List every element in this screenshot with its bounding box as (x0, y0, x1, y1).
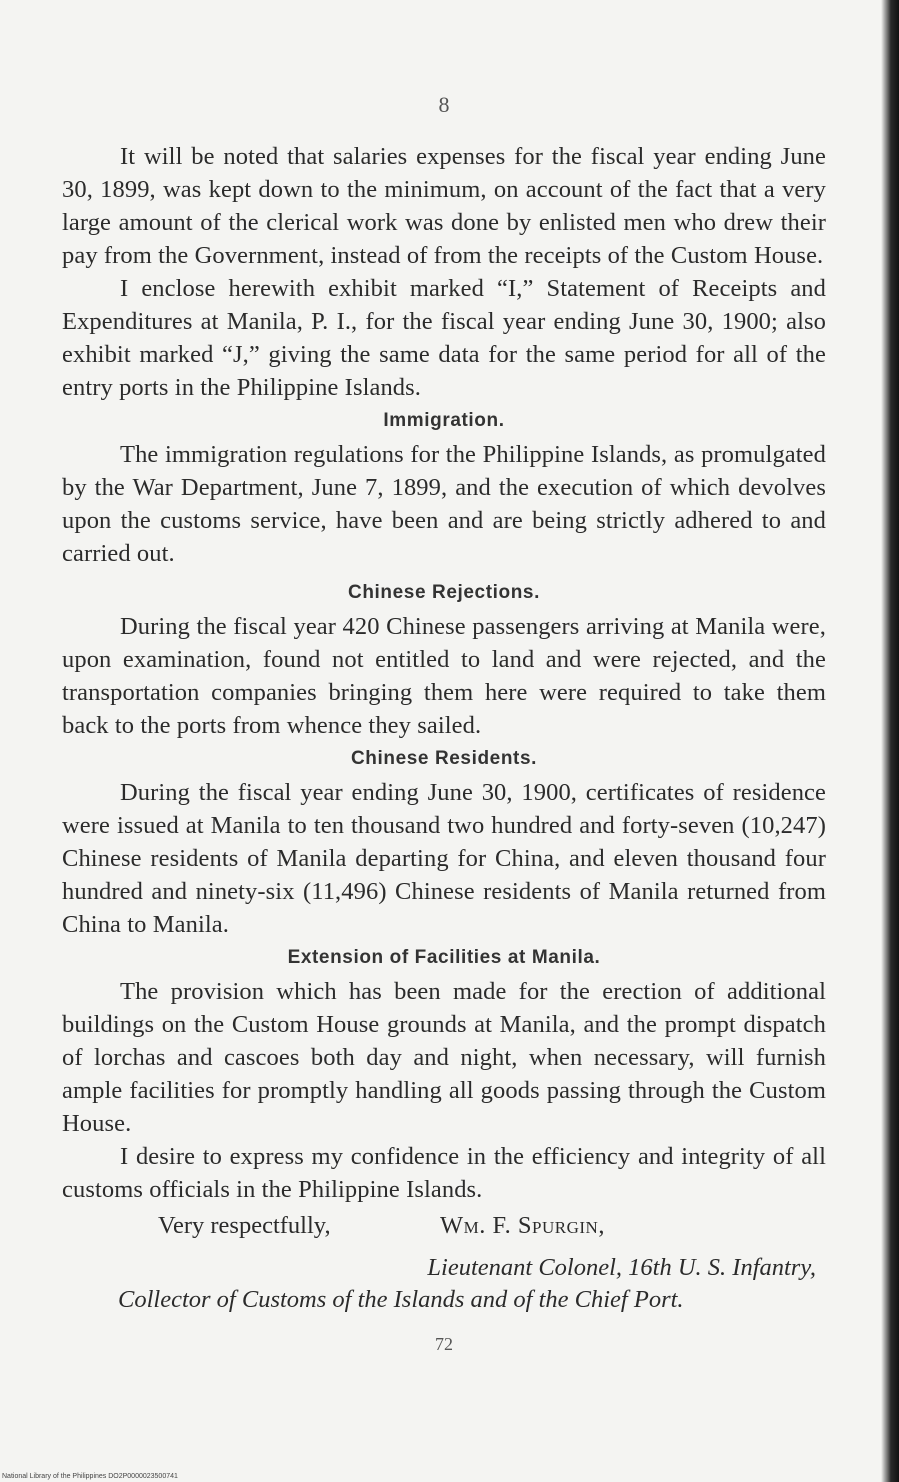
paragraph-chinese-rejections: During the fiscal year 420 Chinese passengers arriving at Manila were, upon examination, found not entitled to land and were rejected, and the transportation companies bringing them here were required to take them back to the ports from whence they sailed. (62, 613, 826, 739)
paragraph-chinese-residents: During the fiscal year ending June 30, 1900, certificates of residence were issued at Manila to ten thousand two hundred and forty-seven (10,247) Chinese residents of Manila departing for China, and eleven thousand four hundred and ninety-six (11,496) Chinese residents of Manila returned from China to Manila. (62, 779, 826, 938)
page-content (62, 92, 826, 1355)
paragraph-salaries: It will be noted that salaries expenses for the fiscal year ending June 30, 1899, was kept down to the minimum, on account of the fact that a very large amount of the clerical work was done by enlisted men who drew their pay from the Government, instead of from the receipts of the Custom House. (62, 143, 826, 269)
page-number-bottom: 72 (435, 1334, 453, 1354)
heading-extension-facilities: Extension of Facilities at Manila. (287, 947, 601, 968)
heading-immigration: Immigration. (383, 410, 505, 431)
closing-block (62, 1208, 826, 1252)
signature-name: Wm. F. Spurgin, (440, 1212, 605, 1239)
paragraph-immigration: The immigration regulations for the Philippine Islands, as promulgated by the War Department, June 7, 1899, and the execution of which devolves upon the customs service, have been and are being strictly adhered to and carried out. (62, 441, 826, 567)
page-edge-shadow (881, 0, 899, 1482)
heading-chinese-residents: Chinese Residents. (350, 748, 538, 769)
paragraph-exhibits: I enclose herewith exhibit marked “I,” Statement of Receipts and Expenditures at Manila, P. I., for the fiscal year ending June 30, 1900; also exhibit marked “J,” giving the same data for the same period for all of the entry ports in the Philippine Islands. (62, 275, 826, 401)
paragraph-confidence: I desire to express my confidence in the efficiency and integrity of all customs officials in the Philippine Islands. (62, 1143, 826, 1203)
archive-footer-stamp: National Library of the Philippines DO2P0000023500741 (2, 1473, 178, 1480)
signature-title-rank: Lieutenant Colonel, 16th U. S. Infantry, (427, 1254, 816, 1281)
signature-title-office: Collector of Customs of the Islands and of the Chief Port. (118, 1286, 684, 1313)
heading-chinese-rejections: Chinese Rejections. (348, 582, 540, 603)
page-number-top: 8 (438, 92, 450, 117)
paragraph-extension-facilities: The provision which has been made for the erection of additional buildings on the Custom House grounds at Manila, and the prompt dispatch of lorchas and cascoes both day and night, when necessary, will furnish ample facilities for promptly handling all goods passing through the Custom House. (62, 978, 826, 1137)
salutation: Very respectfully, (158, 1212, 331, 1239)
